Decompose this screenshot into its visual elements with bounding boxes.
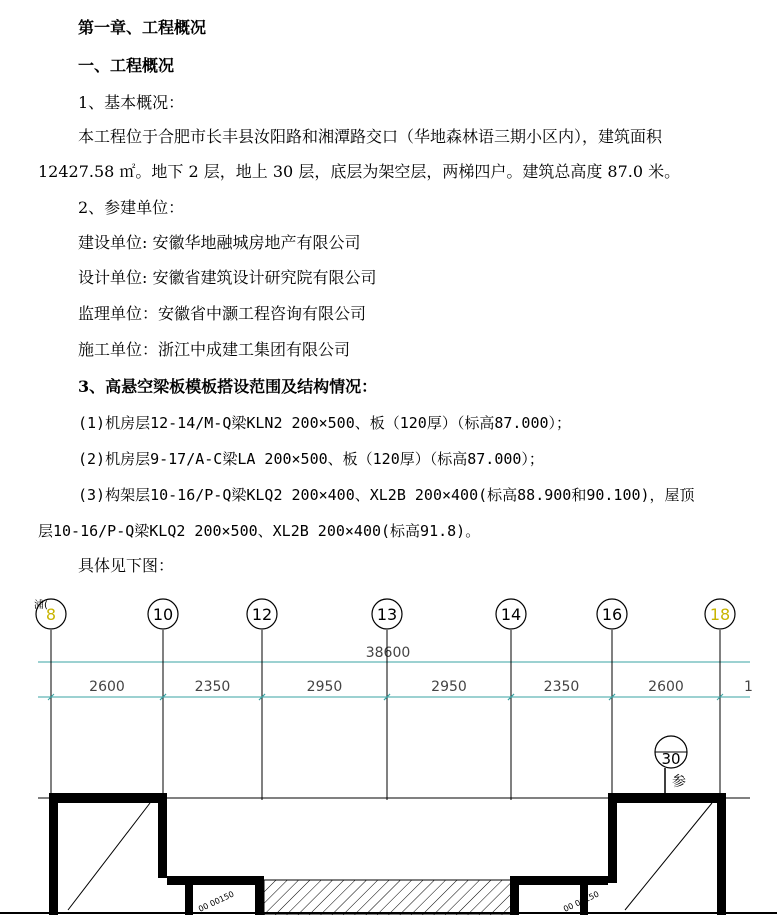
- right-wall-mark: 00 00150: [562, 889, 601, 914]
- grid-axis-12: [247, 599, 277, 800]
- grid-axis-label: 13: [376, 605, 398, 624]
- dimension-label: 2950: [306, 679, 343, 695]
- grid-axis-10: [148, 599, 178, 800]
- project-description-line-1: 本工程位于合肥市长丰县汝阳路和湘潭路交口（华地森林语三期小区内），建筑面积: [78, 127, 663, 146]
- grid-axis-label: 12: [251, 605, 273, 624]
- scope-item-1: (1)机房层12-14/M-Q梁KLN2 200×500、板（120厚）（标高87.000）；: [78, 414, 572, 432]
- unit-design: 设计单位: 安徽省建筑设计研究院有限公司: [78, 268, 377, 287]
- grid-axis-label: 10: [152, 605, 174, 624]
- dimension-label: 2600: [648, 679, 684, 695]
- grid-axis-14: [496, 599, 526, 800]
- dimension-label: 2600: [89, 679, 125, 695]
- right-room: [510, 793, 726, 915]
- left-room: [49, 793, 264, 915]
- structural-plan-drawing: [0, 590, 777, 915]
- detail-callout: [655, 736, 687, 795]
- dimension-label: 2350: [194, 679, 231, 695]
- total-dimension-label: 38600: [365, 645, 411, 661]
- subsection-3-title: 3、高悬空梁板模板搭设范围及结构情况：: [78, 377, 378, 396]
- grid-axis-label: 18: [709, 605, 731, 624]
- scope-item-2: (2)机房层9-17/A-C梁LA 200×500、板（120厚）（标高87.000）；: [78, 450, 544, 468]
- left-wall-mark: 00 00150: [197, 889, 236, 914]
- unit-construction: 建设单位: 安徽华地融城房地产有限公司: [78, 233, 361, 252]
- grid-axis-13: [372, 599, 402, 800]
- grid-axis-18: [705, 599, 735, 800]
- section-title: 一、工程概况: [78, 56, 175, 75]
- dimension-label: 2950: [431, 679, 467, 695]
- dimension-label: 2350: [543, 679, 580, 695]
- scope-item-3-line-1: (3)构架层10-16/P-Q梁KLQ2 200×400、XL2B 200×400(标高88.900和90.100)，屋顶: [78, 486, 695, 504]
- grid-axis-label: 16: [601, 605, 623, 624]
- grid-axis-label: 8: [45, 605, 57, 624]
- see-below-note: 具体见下图：: [78, 556, 175, 575]
- project-description-line-2: 12427.58 ㎡。地下 2 层，地上 30 层，底层为架空层，两梯四户。建筑总高度 87.0 米。: [38, 162, 681, 181]
- subsection-1-title: 1、基本概况：: [78, 93, 185, 112]
- unit-contractor: 施工单位：浙江中成建工集团有限公司: [78, 340, 351, 359]
- grid-axis-8: [36, 599, 66, 800]
- right-edge-mark: 1: [744, 679, 753, 695]
- grid-axis-16: [597, 599, 627, 800]
- corner-tag: 浦(: [34, 600, 48, 611]
- hatched-slab: [264, 880, 512, 915]
- detail-reference: 参: [672, 774, 686, 790]
- unit-supervision: 监理单位：安徽省中灏工程咨询有限公司: [78, 304, 367, 323]
- chapter-title: 第一章、工程概况: [78, 18, 207, 37]
- subsection-2-title: 2、参建单位：: [78, 198, 185, 217]
- grid-axis-label: 14: [500, 605, 522, 624]
- scope-item-3-line-2: 层10-16/P-Q梁KLQ2 200×500、XL2B 200×400(标高91.8)。: [38, 522, 481, 540]
- detail-number: 30: [661, 750, 681, 768]
